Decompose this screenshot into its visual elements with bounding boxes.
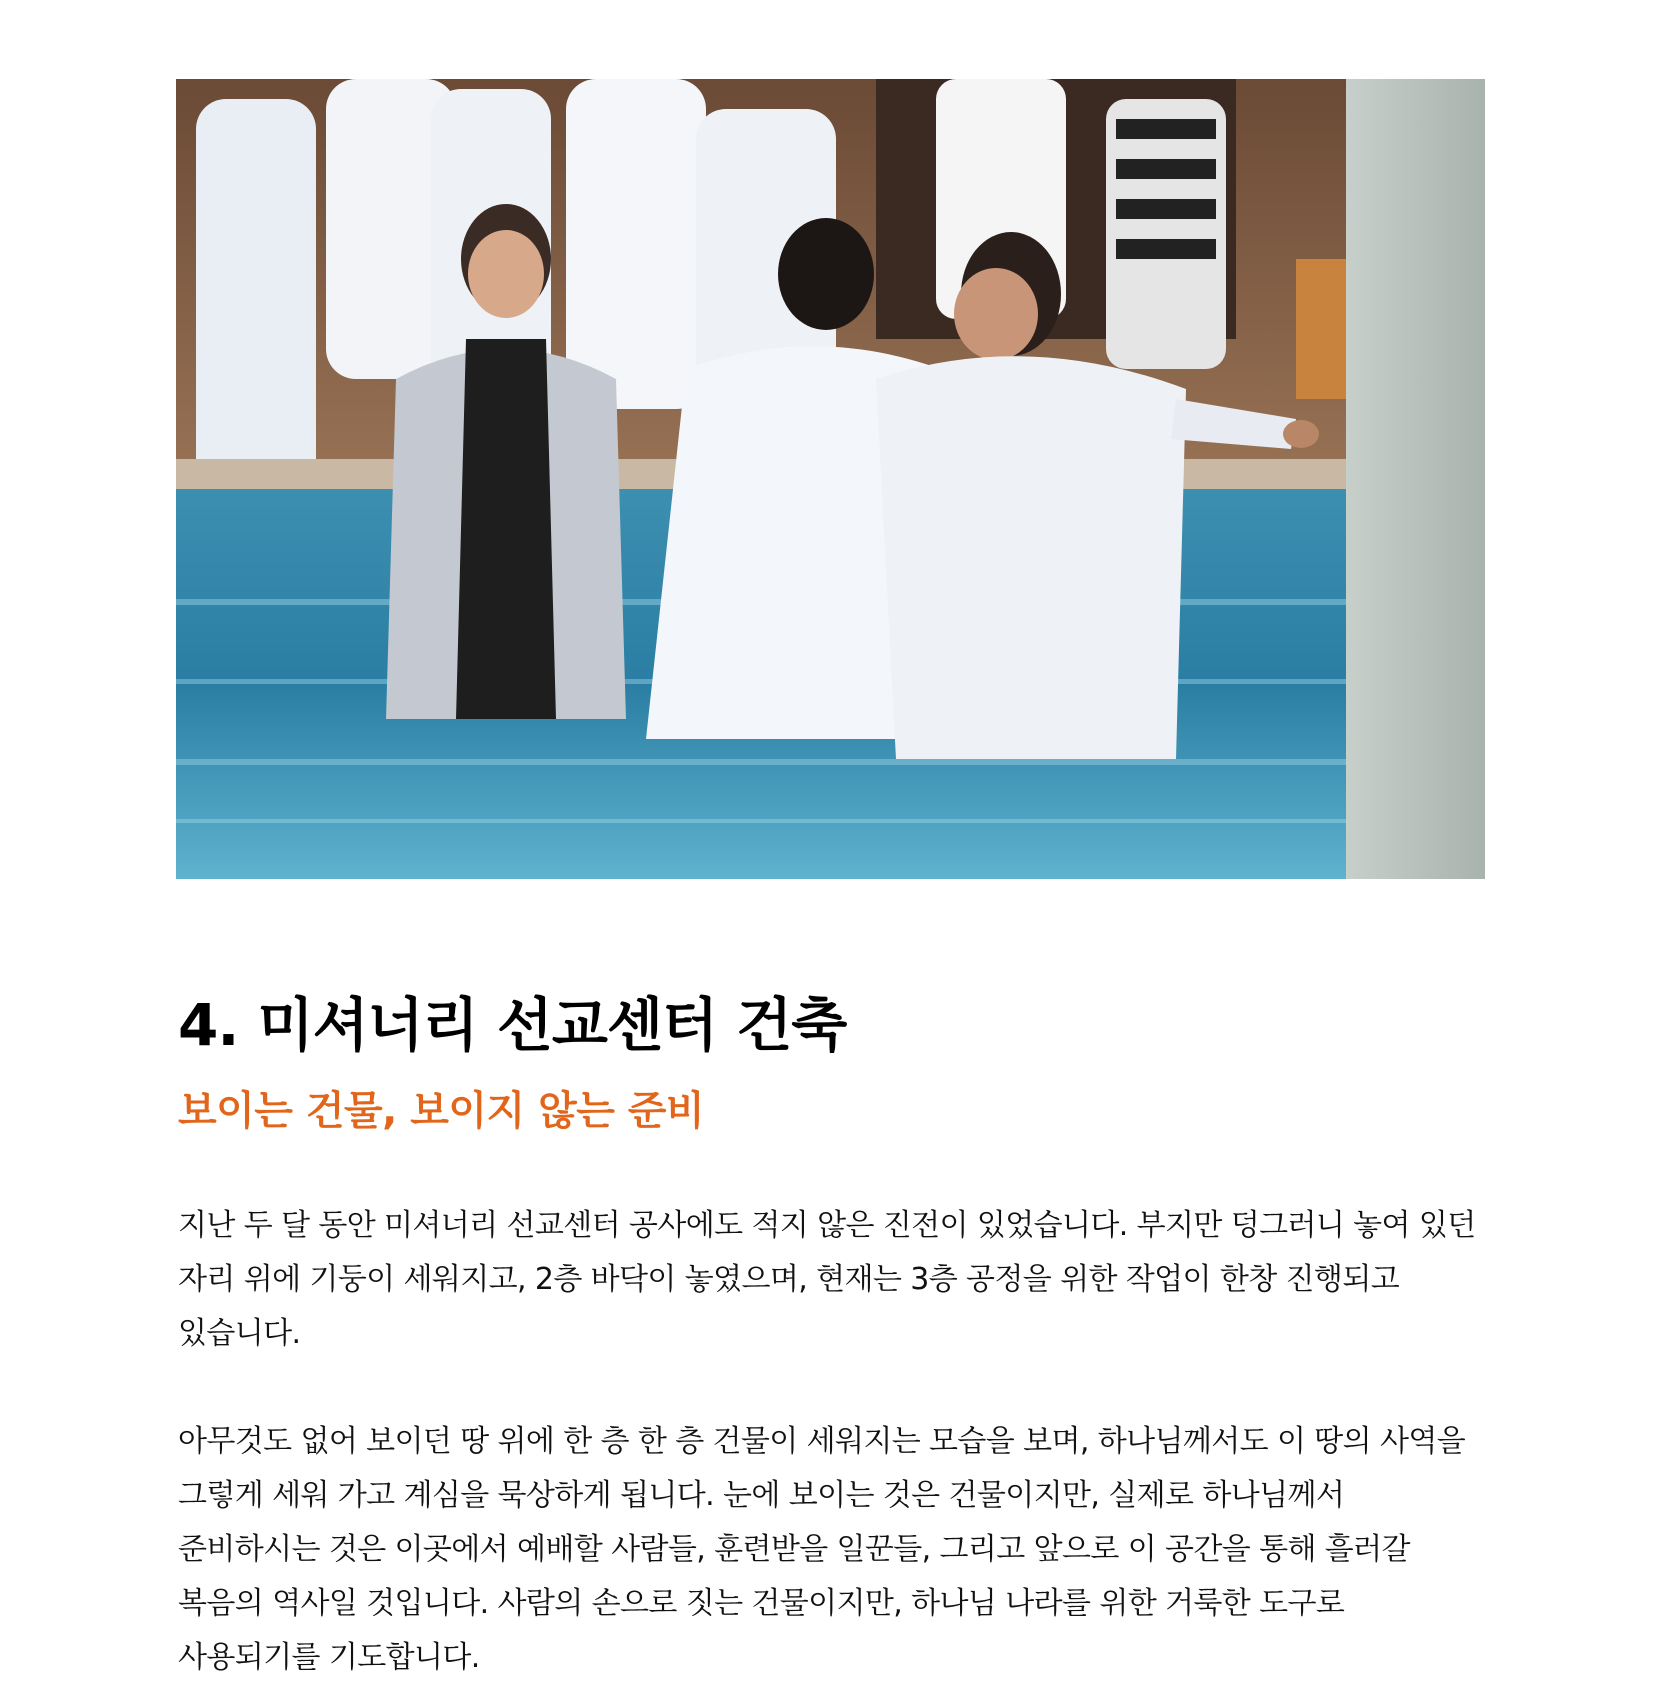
section-subtitle: 보이는 건물, 보이지 않는 준비 (178, 1088, 705, 1134)
body-paragraph: 아무것도 없어 보이던 땅 위에 한 층 한 층 건물이 세워지는 모습을 보며, 하나님께서도 이 땅의 사역을 그렇게 세워 가고 계심을 묵상하게 됩니다. 눈에 보이는 것은 건물이지만, 실제로 하나님께서 준비하시는 것은 이곳에서 예배할 사람들, 훈련받을 일꾼들, 그리고 앞으로 이 공간을 통해 흘러갈 복음의 역사일 것입니다. 사람의 손으로 짓는 건물이지만, 하나님 나라를 위한 거룩한 도구로 사용되기를 기도합니다. (178, 1424, 1466, 1675)
body-paragraph: 지난 두 달 동안 미셔너리 선교센터 공사에도 적지 않은 진전이 있었습니다. 부지만 덩그러니 놓여 있던 자리 위에 기둥이 세워지고, 2층 바닥이 놓였으며, 현재는 3층 공정을 위한 작업이 한창 진행되고 있습니다. (178, 1208, 1476, 1351)
construction-section (178, 985, 1488, 1685)
baptism-photo (176, 79, 1485, 879)
baptism-photo-illustration (176, 79, 1485, 879)
section-title: 4. 미셔너리 선교센터 건축 (178, 991, 847, 1059)
